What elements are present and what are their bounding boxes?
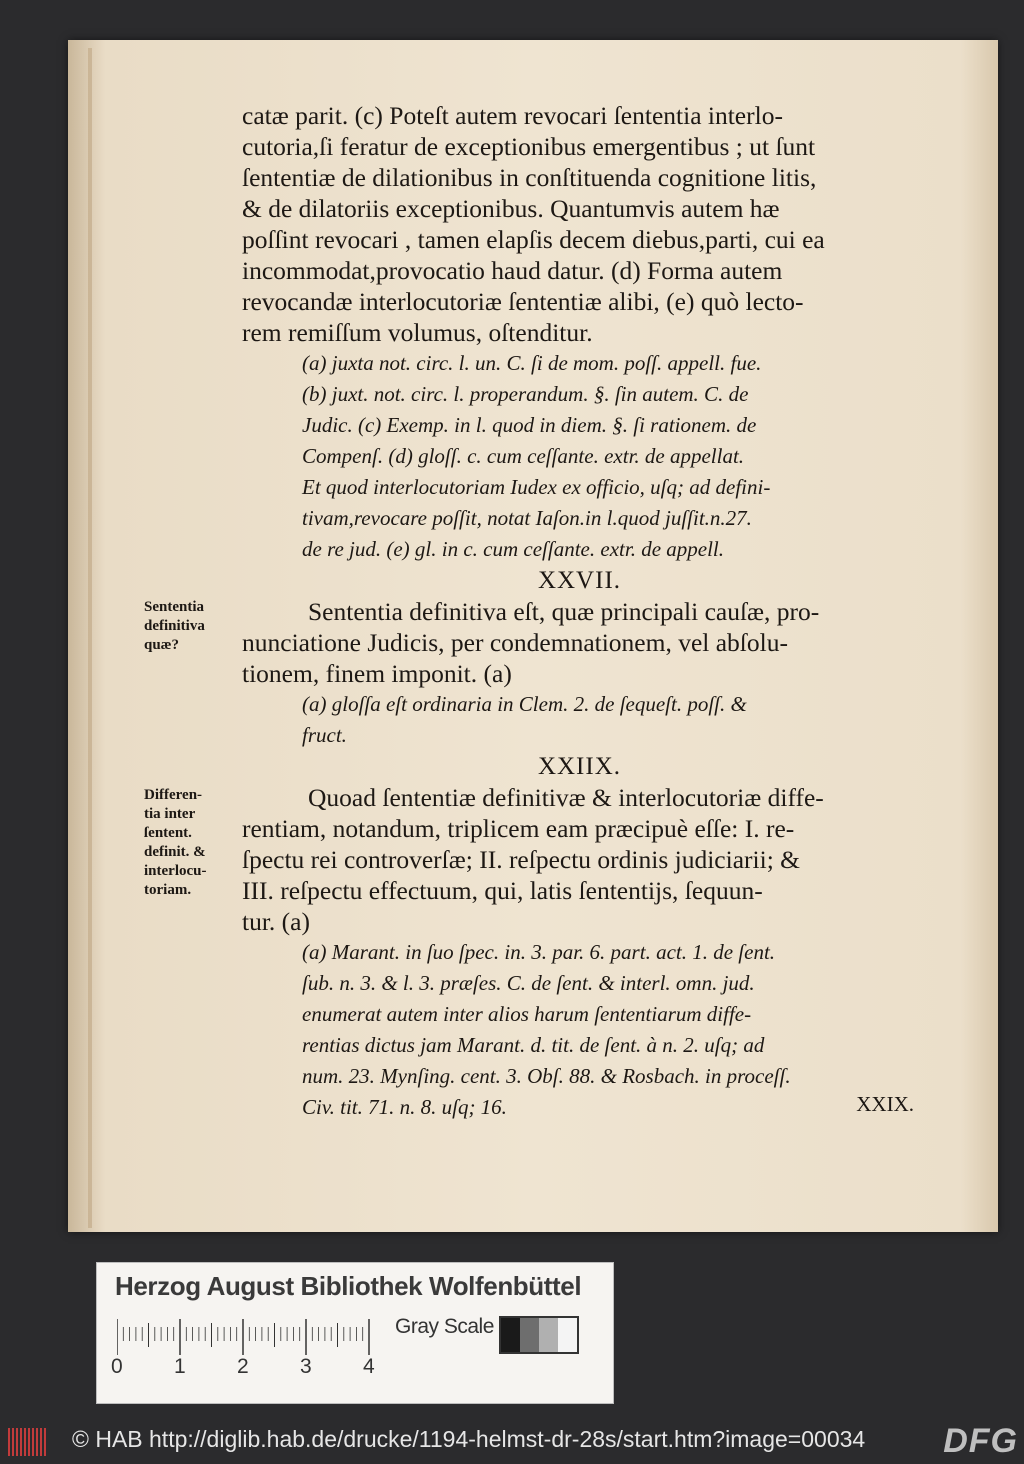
- gray-scale-label: Gray Scale: [395, 1315, 494, 1338]
- page-text: [242, 100, 917, 1123]
- footer-bar: [0, 1420, 1024, 1464]
- section-28: [242, 782, 917, 937]
- section-heading-27: XXVII.: [537, 567, 622, 594]
- text-line: incommodat,provocatio haud datur. (d) Forma autem: [242, 256, 783, 285]
- text-line: Sententia definitiva eſt, quæ principali cauſæ, pro-: [308, 597, 820, 626]
- margin-line: ſentent.: [144, 825, 192, 841]
- margin-line: tia inter: [144, 806, 196, 822]
- margin-line: quæ?: [144, 637, 180, 653]
- text-line: & de dilatoriis exceptionibus. Quantumvis autem hæ: [242, 194, 780, 223]
- text-line: Quoad ſententiæ definitivæ & interlocutoriæ diffe-: [308, 783, 824, 812]
- footnote-line: (a) Marant. in ſuo ſpec. in. 3. par. 6. part. act. 1. de ſent.: [302, 940, 776, 964]
- gray-swatch-step: [501, 1318, 520, 1352]
- margin-line: interlocu-: [144, 863, 207, 879]
- footnotes-3: [242, 937, 917, 1123]
- text-line: cutoria,ſi feratur de exceptionibus emergentibus ; ut ſunt: [242, 132, 816, 161]
- footnote-line: num. 23. Mynſing. cent. 3. Obſ. 88. & Rosbach. in proceſſ.: [302, 1064, 791, 1088]
- body-paragraph: [242, 100, 917, 348]
- footnote-line: rentias dictus jam Marant. d. tit. de ſent. à n. 2. uſq; ad: [302, 1033, 765, 1057]
- footnote-line: (a) gloſſa eſt ordinaria in Clem. 2. de ſequeſt. poſſ. &: [302, 692, 747, 716]
- margin-line: definit. &: [144, 844, 206, 860]
- section-27: [242, 596, 917, 689]
- page-gutter: [88, 48, 92, 1228]
- footnote-line: Judic. (c) Exemp. in l. quod in diem. §. ſi rationem. de: [302, 413, 757, 437]
- text-line: rentiam, notandum, triplicem eam præcipuè eſſe: I. re-: [242, 814, 795, 843]
- text-line: rem remiſſum volumus, oſtenditur.: [242, 318, 593, 347]
- text-line: III. reſpectu effectuum, qui, latis ſententijs, ſequun-: [242, 876, 763, 905]
- ruler-number: 3: [300, 1355, 312, 1378]
- section-heading-28: XXIIX.: [537, 753, 622, 780]
- footnotes-1: [242, 348, 917, 565]
- barcode-icon: [8, 1428, 48, 1456]
- ruler-number: 1: [174, 1355, 186, 1378]
- gray-swatch-step: [539, 1318, 558, 1352]
- margin-note-27: [144, 598, 244, 655]
- text-line: tionem, finem imponit. (a): [242, 659, 512, 688]
- footnote-line: de re jud. (e) gl. in c. cum ceſſante. extr. de appell.: [302, 537, 724, 561]
- footnotes-2: [242, 689, 917, 751]
- ruler-number: 4: [363, 1355, 375, 1378]
- ruler-number: 2: [237, 1355, 249, 1378]
- text-line: tur. (a): [242, 907, 310, 936]
- margin-line: definitiva: [144, 618, 205, 634]
- library-title: Herzog August Bibliothek Wolfenbüttel: [115, 1271, 582, 1301]
- margin-line: Sententia: [144, 599, 204, 615]
- margin-line: Differen-: [144, 787, 203, 803]
- footnote-line: enumerat autem inter alios harum ſententiarum diffe-: [302, 1002, 752, 1026]
- text-line: ſententiæ de dilationibus in conſtituenda cognitione litis,: [242, 163, 817, 192]
- catchword: XXIX.: [856, 1092, 914, 1116]
- footnote-line: ſub. n. 3. & l. 3. præſes. C. de ſent. & interl. omn. jud.: [302, 971, 755, 995]
- gray-swatch-step: [558, 1318, 577, 1352]
- footnote-line: Compenſ. (d) gloſſ. c. cum ceſſante. extr. de appellat.: [302, 444, 745, 468]
- footnote-line: (a) juxta not. circ. l. un. C. ſi de mom. poſſ. appell. fue.: [302, 351, 762, 375]
- footnote-line: tivam,revocare poſſit, notat Iaſon.in l.quod juſſit.n.27.: [302, 506, 752, 530]
- footnote-line: Civ. tit. 71. n. 8. uſq; 16.: [302, 1095, 507, 1119]
- ruler-number: 0: [111, 1355, 123, 1378]
- text-line: catæ parit. (c) Poteſt autem revocari ſententia interlo-: [242, 101, 783, 130]
- copyright-url[interactable]: © HAB http://diglib.hab.de/drucke/1194-helmst-dr-28s/start.htm?image=00034: [72, 1426, 866, 1452]
- dfg-logo: DFG: [943, 1422, 1018, 1460]
- text-line: poſſint revocari , tamen elapſis decem diebus,parti, cui ea: [242, 225, 825, 254]
- text-line: nunciatione Judicis, per condemnationem, vel abſolu-: [242, 628, 788, 657]
- scale-ruler: [117, 1317, 387, 1357]
- footnote-line: (b) juxt. not. circ. l. properandum. §. ſin autem. C. de: [302, 382, 749, 406]
- margin-note-28: [144, 786, 244, 900]
- footnote-line: Et quod interlocutoriam Iudex ex officio, uſq; ad defini-: [302, 475, 771, 499]
- text-line: ſpectu rei controverſæ; II. reſpectu ordinis judiciarii; &: [242, 845, 800, 874]
- margin-line: toriam.: [144, 882, 192, 898]
- gray-swatch-step: [520, 1318, 539, 1352]
- gray-scale-swatch: [499, 1316, 579, 1354]
- footnote-line: fruct.: [302, 723, 347, 747]
- text-line: revocandæ interlocutoriæ ſententiæ alibi, (e) quò lecto-: [242, 287, 804, 316]
- color-reference-card: [96, 1262, 614, 1404]
